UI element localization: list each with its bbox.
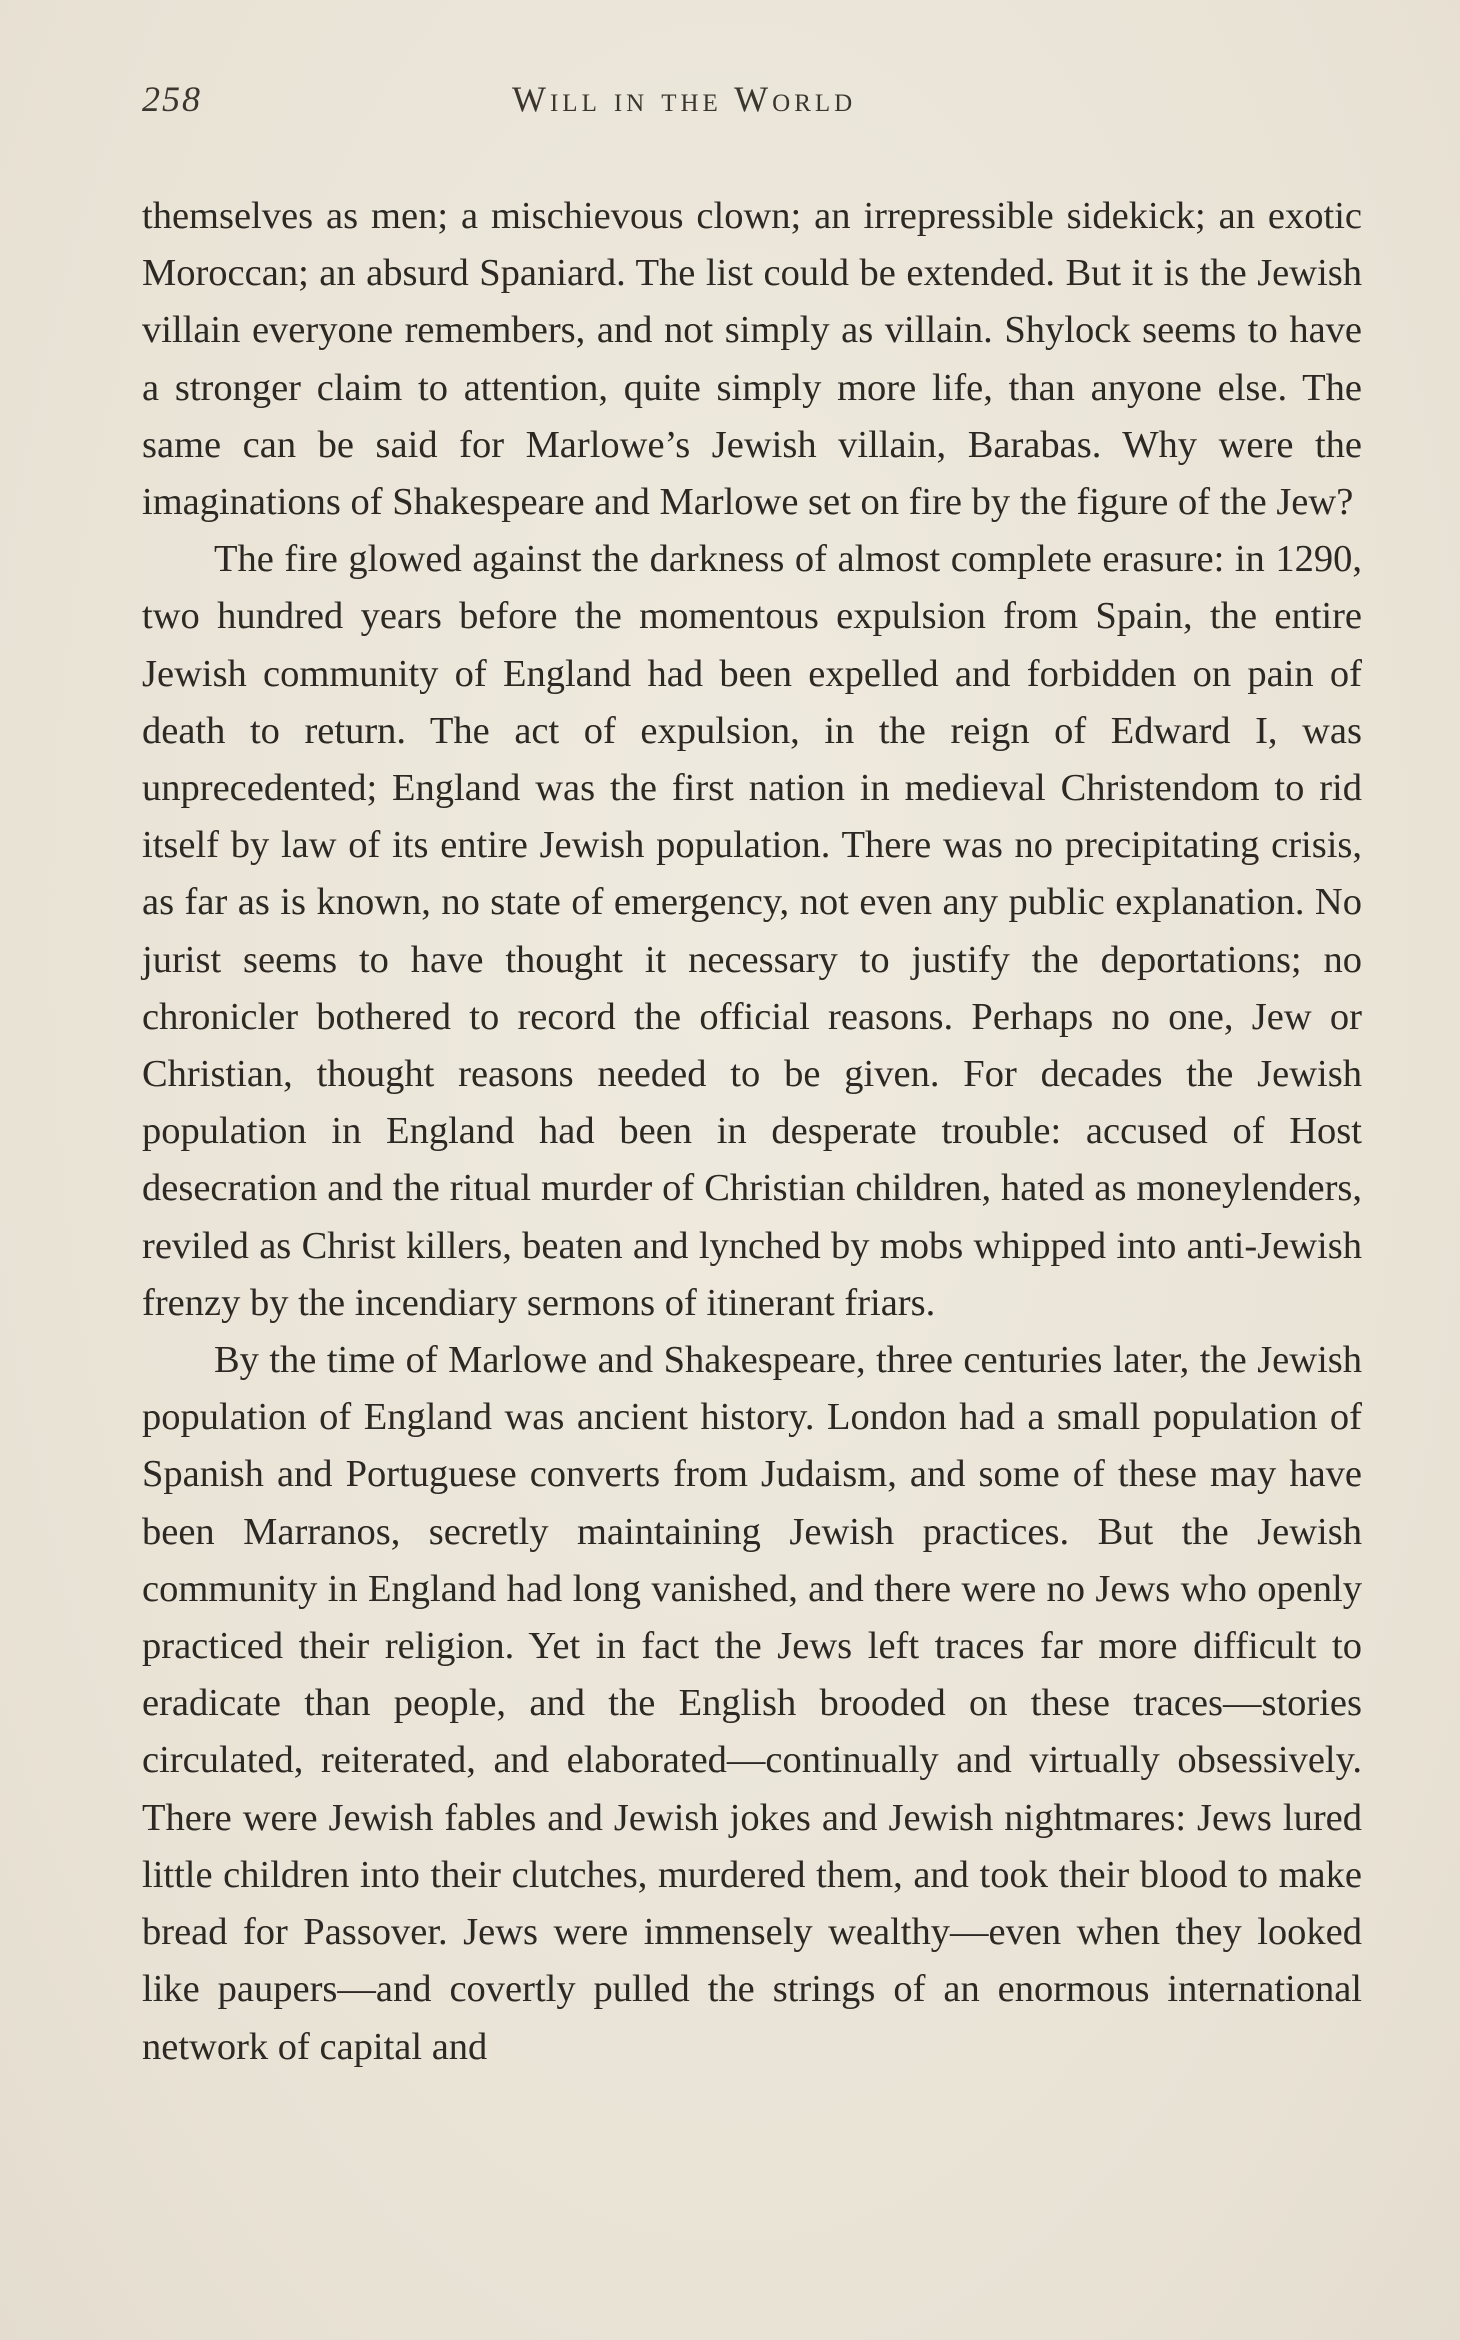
paragraph-expulsion: The fire glowed against the darkness of almost complete erasure: in 1290, two hundred years before the momentous expulsion from Spain, the entire Jewish community of England had been expelled and forbidden on pain of death to return. The act of expulsion, in the reign of Edward I, was unprecedented; England was the first nation in medieval Christendom to rid itself by law of its entire Jewish population. There was no precipitating crisis, as far as is known, no state of emergency, not even any public explanation. No jurist seems to have thought it necessary to justify the deportations; no chronicler bothered to record the official reasons. Perhaps no one, Jew or Christian, thought reasons needed to be given. For decades the Jewish population in England had been in desperate trouble: accused of Host desecration and the ritual murder of Christian children, hated as moneylenders, reviled as Christ killers, beaten and lynched by mobs whipped into anti-Jewish frenzy by the incendiary sermons of itinerant friars. <box>142 538 1362 1324</box>
paragraph-marlowe-shakespeare: By the time of Marlowe and Shakespeare, three centuries later, the Jewish population of England was ancient history. London had a small population of Spanish and Portuguese converts from Judaism, and some of these may have been Marranos, secretly maintaining Jewish practices. But the Jewish community in England had long vanished, and there were no Jews who openly practiced their religion. Yet in fact the Jews left traces far more difficult to eradicate than people, and the English brooded on these traces—stories circulated, reiterated, and elaborated—continually and virtually obsessively. There were Jewish fables and Jewish jokes and Jewish nightmares: Jews lured little children into their clutches, murdered them, and took their blood to make bread for Passover. Jews were immensely wealthy—even when they looked like paupers—and covertly pulled the strings of an enormous international network of capital and <box>142 1339 1362 2068</box>
book-title: Will in the World <box>512 79 857 119</box>
body-text <box>142 188 1362 2076</box>
page-number: 258 <box>142 79 202 119</box>
running-head <box>142 78 1362 128</box>
paragraph-continued: themselves as men; a mischievous clown; an irrepressible sidekick; an exotic Moroccan; an absurd Spaniard. The list could be extended. But it is the Jewish villain everyone remembers, and not simply as villain. Shylock seems to have a stronger claim to attention, quite simply more life, than anyone else. The same can be said for Marlowe’s Jewish villain, Barabas. Why were the imaginations of Shakespeare and Marlowe set on fire by the figure of the Jew? <box>142 195 1362 524</box>
